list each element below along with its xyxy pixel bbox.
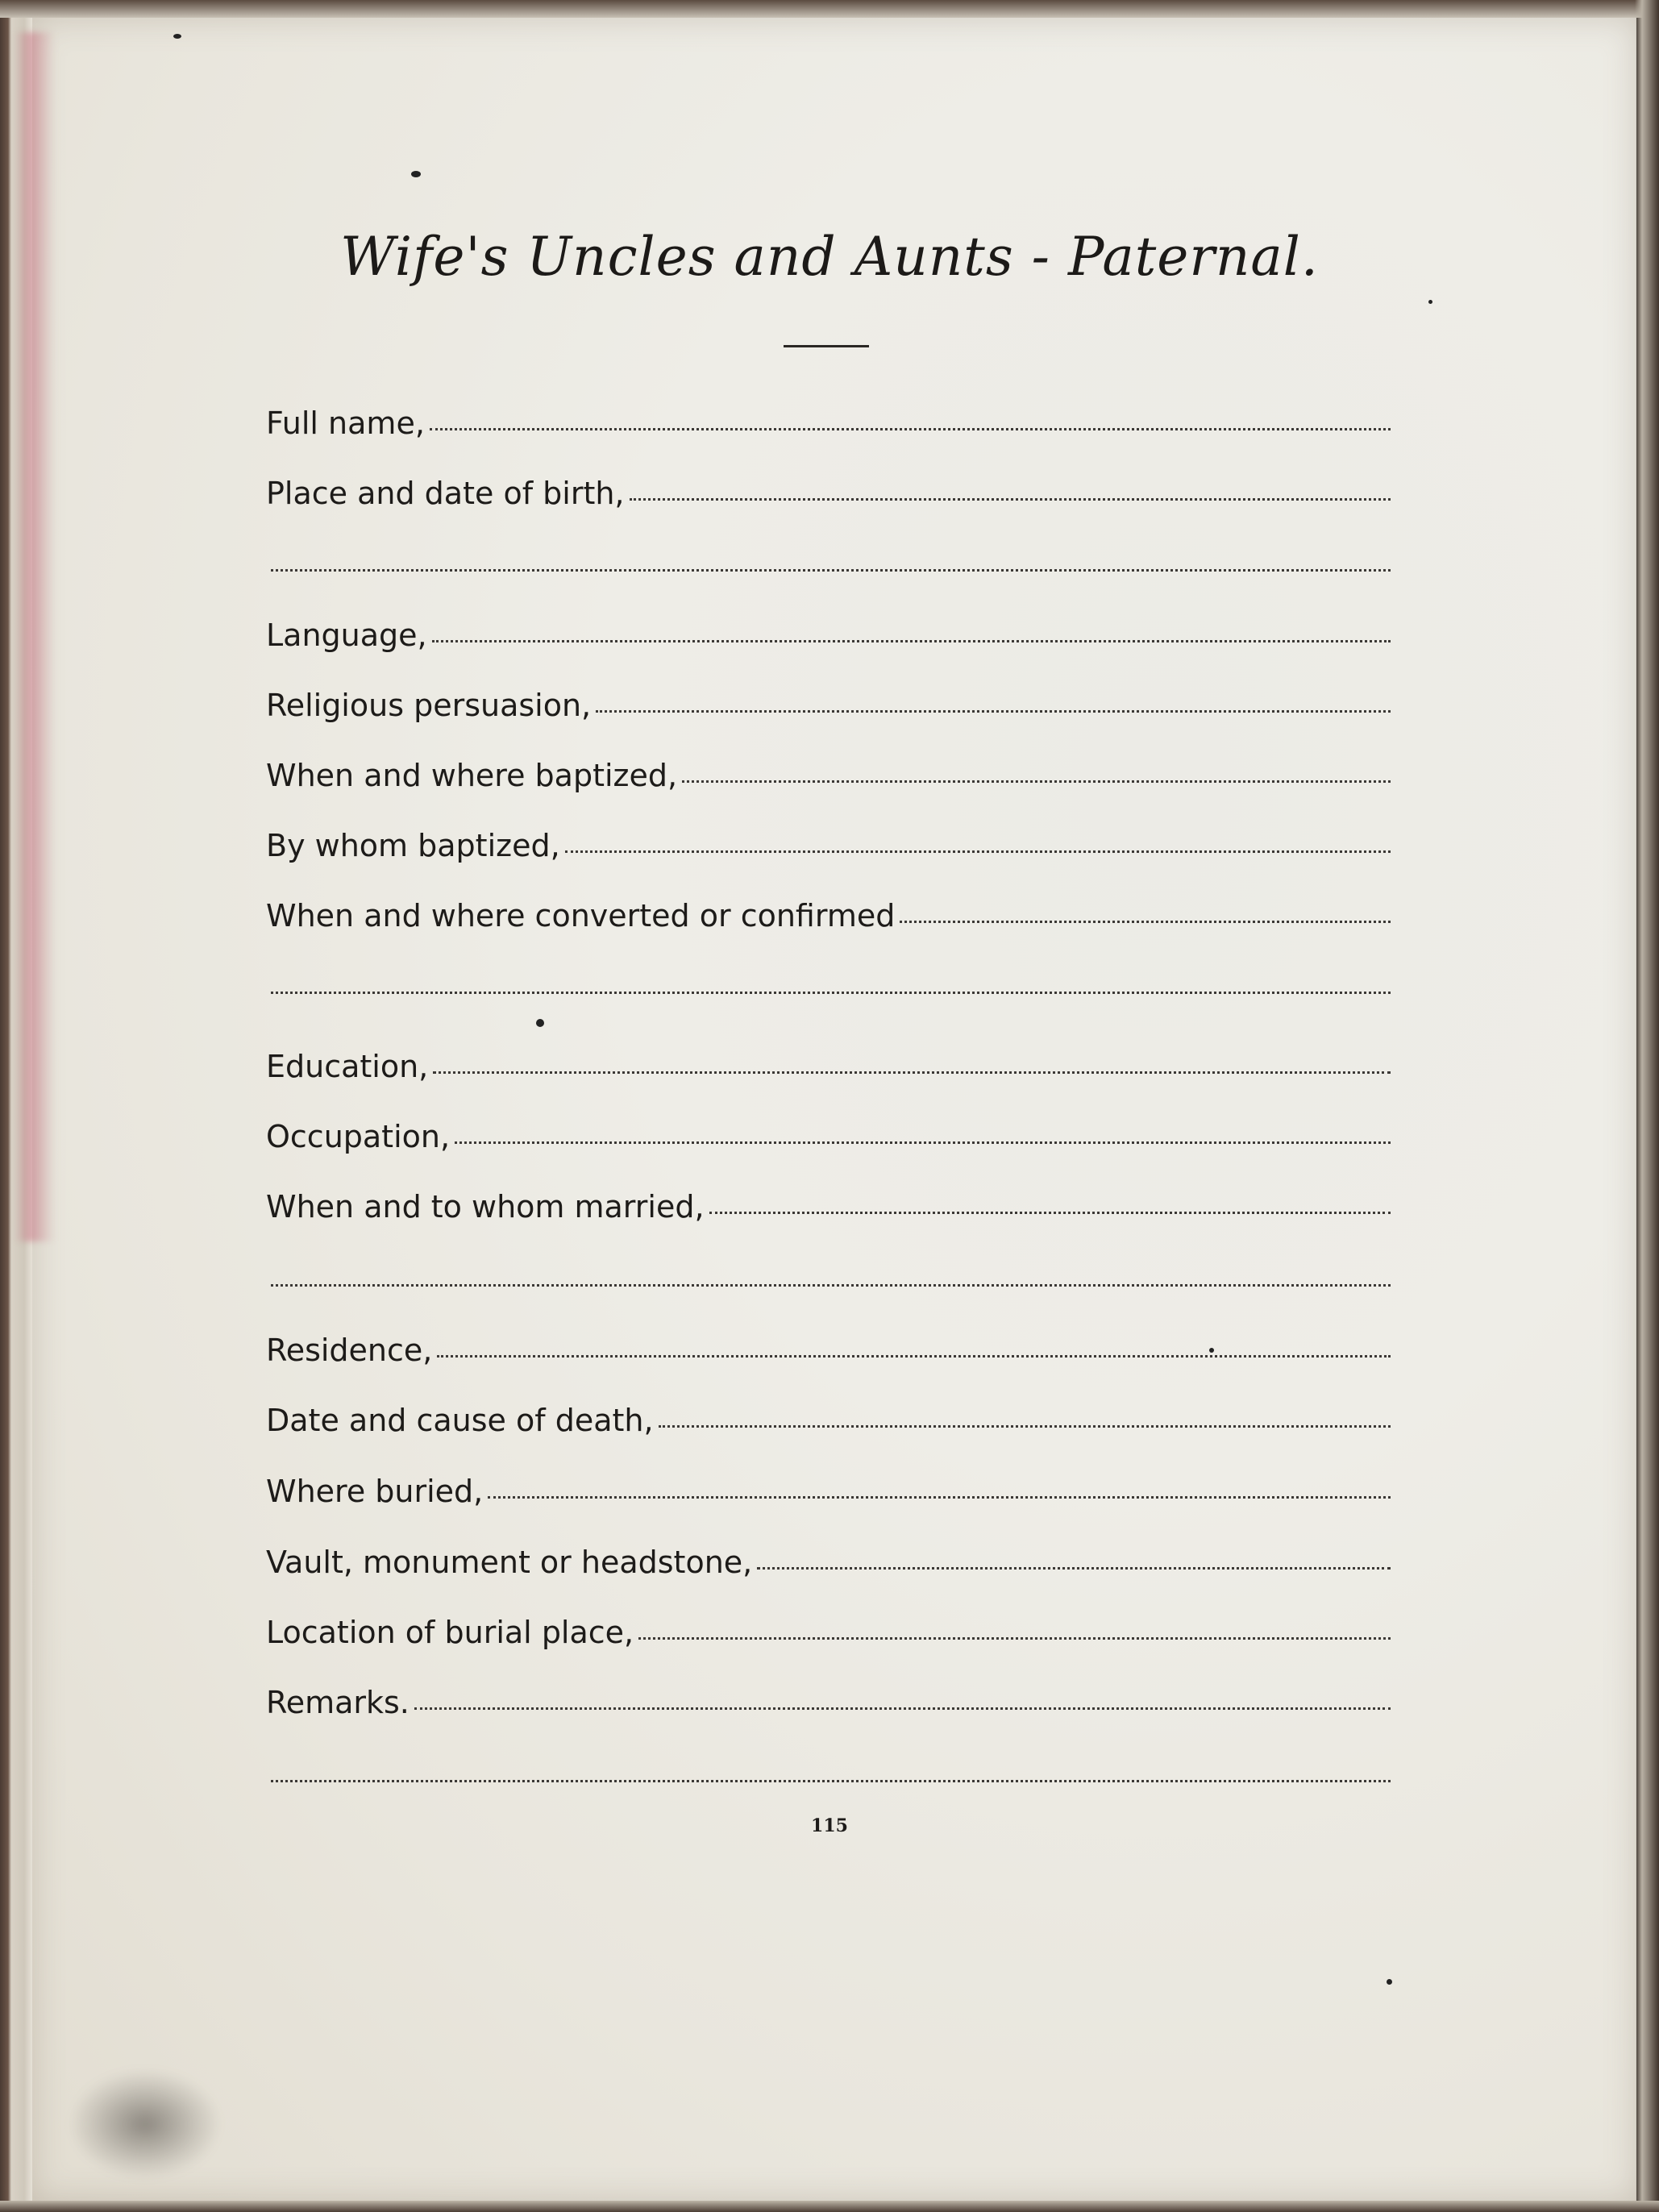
field-label: Full name, [266, 405, 425, 441]
fingerprint-smudge [73, 2072, 218, 2177]
field-label: When and where baptized, [266, 758, 678, 793]
ink-speck [1428, 300, 1432, 304]
field-label: Education, [266, 1049, 429, 1084]
right-page-edge [1635, 0, 1659, 2212]
form-field-row [266, 738, 1391, 794]
dotted-entry-line[interactable] [565, 850, 1391, 853]
field-label: Date and cause of death, [266, 1403, 654, 1438]
form-field-row [266, 1312, 1391, 1369]
title-underline [784, 345, 869, 347]
dotted-entry-line[interactable] [437, 1355, 1391, 1358]
field-label: Language, [266, 617, 427, 653]
ink-speck [411, 171, 421, 177]
form-field-row [266, 526, 1391, 583]
field-label: By whom baptized, [266, 828, 560, 863]
field-label: When and where converted or confirmed [266, 898, 896, 933]
form-field-row [266, 597, 1391, 654]
dotted-entry-line[interactable] [432, 640, 1391, 642]
field-label [266, 1790, 271, 1794]
page-title: Wife's Uncles and Aunts - Paternal. [340, 226, 1319, 288]
dotted-entry-line[interactable] [659, 1425, 1391, 1428]
form-field-row [266, 1169, 1391, 1225]
form-field-row [266, 455, 1391, 512]
field-label: Religious persuasion, [266, 688, 592, 723]
dotted-entry-line[interactable] [430, 428, 1391, 430]
dotted-entry-line[interactable] [709, 1212, 1391, 1214]
red-edge-stain [15, 32, 55, 1241]
field-label: Location of burial place, [266, 1615, 634, 1650]
ink-speck [1387, 1979, 1392, 1985]
top-binding-edge [0, 0, 1659, 18]
field-label: Where buried, [266, 1474, 484, 1509]
dotted-entry-line[interactable] [757, 1567, 1391, 1570]
form-field-row [266, 1382, 1391, 1439]
field-label: When and to whom married, [266, 1189, 705, 1224]
form-field-row [266, 1665, 1391, 1721]
dotted-entry-line[interactable] [271, 992, 1391, 994]
field-label: Residence, [266, 1333, 433, 1368]
form-field-row [266, 667, 1391, 724]
form-field-row [266, 1524, 1391, 1581]
page-number: 115 [811, 1815, 848, 1836]
field-label [266, 1295, 271, 1298]
form-field-row [266, 808, 1391, 864]
dotted-entry-line[interactable] [900, 921, 1391, 923]
field-label: Remarks. [266, 1685, 410, 1720]
dotted-entry-line[interactable] [433, 1071, 1391, 1074]
field-label: Place and date of birth, [266, 476, 625, 511]
dotted-entry-line[interactable] [414, 1707, 1391, 1710]
form-field-row [266, 1099, 1391, 1155]
field-label [266, 580, 271, 583]
form-field-row [266, 1595, 1391, 1651]
dotted-entry-line[interactable] [596, 710, 1391, 713]
dotted-entry-line[interactable] [682, 780, 1391, 783]
form-field-row [266, 1737, 1391, 1794]
field-label: Occupation, [266, 1119, 451, 1154]
dotted-entry-line[interactable] [271, 1284, 1391, 1287]
form-field-row [266, 385, 1391, 442]
dotted-entry-line[interactable] [271, 569, 1391, 572]
form-field-row [266, 878, 1391, 934]
ink-speck [173, 34, 181, 39]
dotted-entry-line[interactable] [638, 1637, 1391, 1640]
bottom-page-edge [0, 2201, 1659, 2212]
field-label: Vault, monument or headstone, [266, 1545, 753, 1580]
dotted-entry-line[interactable] [488, 1496, 1391, 1499]
dotted-entry-line[interactable] [271, 1780, 1391, 1782]
dotted-entry-line[interactable] [455, 1141, 1391, 1144]
dotted-entry-line[interactable] [630, 498, 1391, 501]
form-field-row [266, 1453, 1391, 1510]
form-field-row [266, 949, 1391, 1005]
form-field-row [266, 1241, 1391, 1298]
field-label [266, 1002, 271, 1005]
form-field-row [266, 1029, 1391, 1085]
ink-speck [536, 1019, 544, 1027]
